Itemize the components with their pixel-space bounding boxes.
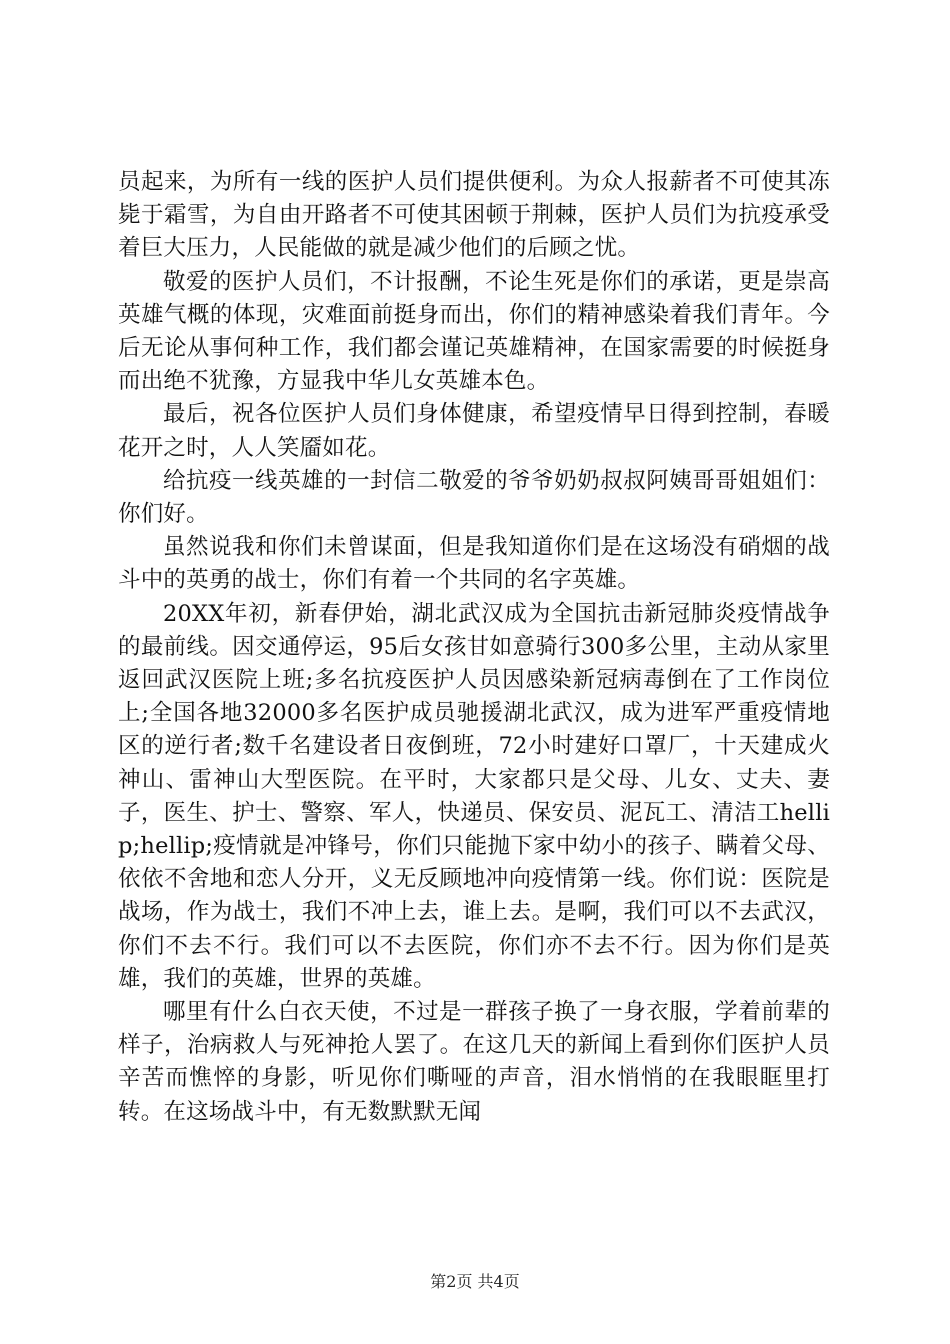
page-number-footer: 第2页 共4页 — [430, 1272, 520, 1291]
paragraph: 员起来，为所有一线的医护人员们提供便利。为众人报薪者不可使其冻毙于霜雪，为自由开路者不可使其困顿于荆棘，医护人员们为抗疫承受着巨大压力，人民能做的就是减少他们的后顾之忧。 — [118, 169, 830, 262]
document-body — [118, 166, 830, 1129]
paragraph: 20XX年初，新春伊始，湖北武汉成为全国抗击新冠肺炎疫情战争的最前线。因交通停运，95后女孩甘如意骑行300多公里，主动从家里返回武汉医院上班;多名抗疫医护人员因感染新冠病毒倒在了工作岗位上;全国各地32000多名医护成员驰援湖北武汉，成为进军严重疫情地区的逆行者;数千名建设者日夜倒班，72小时建好口罩厂，十天建成火神山、雷神山大型医院。在平时，大家都只是父母、儿女、丈夫、妻子，医生、护士、警察、军人，快递员、保安员、泥瓦工、清洁工hellip;hellip;疫情就是冲锋号，你们只能抛下家中幼小的孩子、瞒着父母、依依不舍地和恋人分开，义无反顾地冲向疫情第一线。你们说：医院是战场，作为战士，我们不冲上去，谁上去。是啊，我们可以不去武汉，你们不去不行。我们可以不去医院，你们亦不去不行。因为你们是英雄，我们的英雄，世界的英雄。 — [118, 600, 830, 992]
paragraph: 敬爱的医护人员们，不计报酬，不论生死是你们的承诺，更是崇高英雄气概的体现，灾难面前挺身而出，你们的精神感染着我们青年。今后无论从事何种工作，我们都会谨记英雄精神，在国家需要的时候挺身而出绝不犹豫，方显我中华儿女英雄本色。 — [118, 268, 830, 395]
paragraph: 虽然说我和你们未曾谋面，但是我知道你们是在这场没有硝烟的战斗中的英勇的战士，你们有着一个共同的名字英雄。 — [118, 534, 830, 594]
paragraph: 最后，祝各位医护人员们身体健康，希望疫情早日得到控制，春暖花开之时，人人笑靥如花。 — [118, 401, 830, 461]
paragraph: 哪里有什么白衣天使，不过是一群孩子换了一身衣服，学着前辈的样子，治病救人与死神抢人罢了。在这几天的新闻上看到你们医护人员辛苦而憔悴的身影，听见你们嘶哑的声音，泪水悄悄的在我眼眶里打转。在这场战斗中，有无数默默无闻 — [118, 999, 830, 1125]
paragraph: 给抗疫一线英雄的一封信二敬爱的爷爷奶奶叔叔阿姨哥哥姐姐们：你们好。 — [118, 467, 830, 528]
